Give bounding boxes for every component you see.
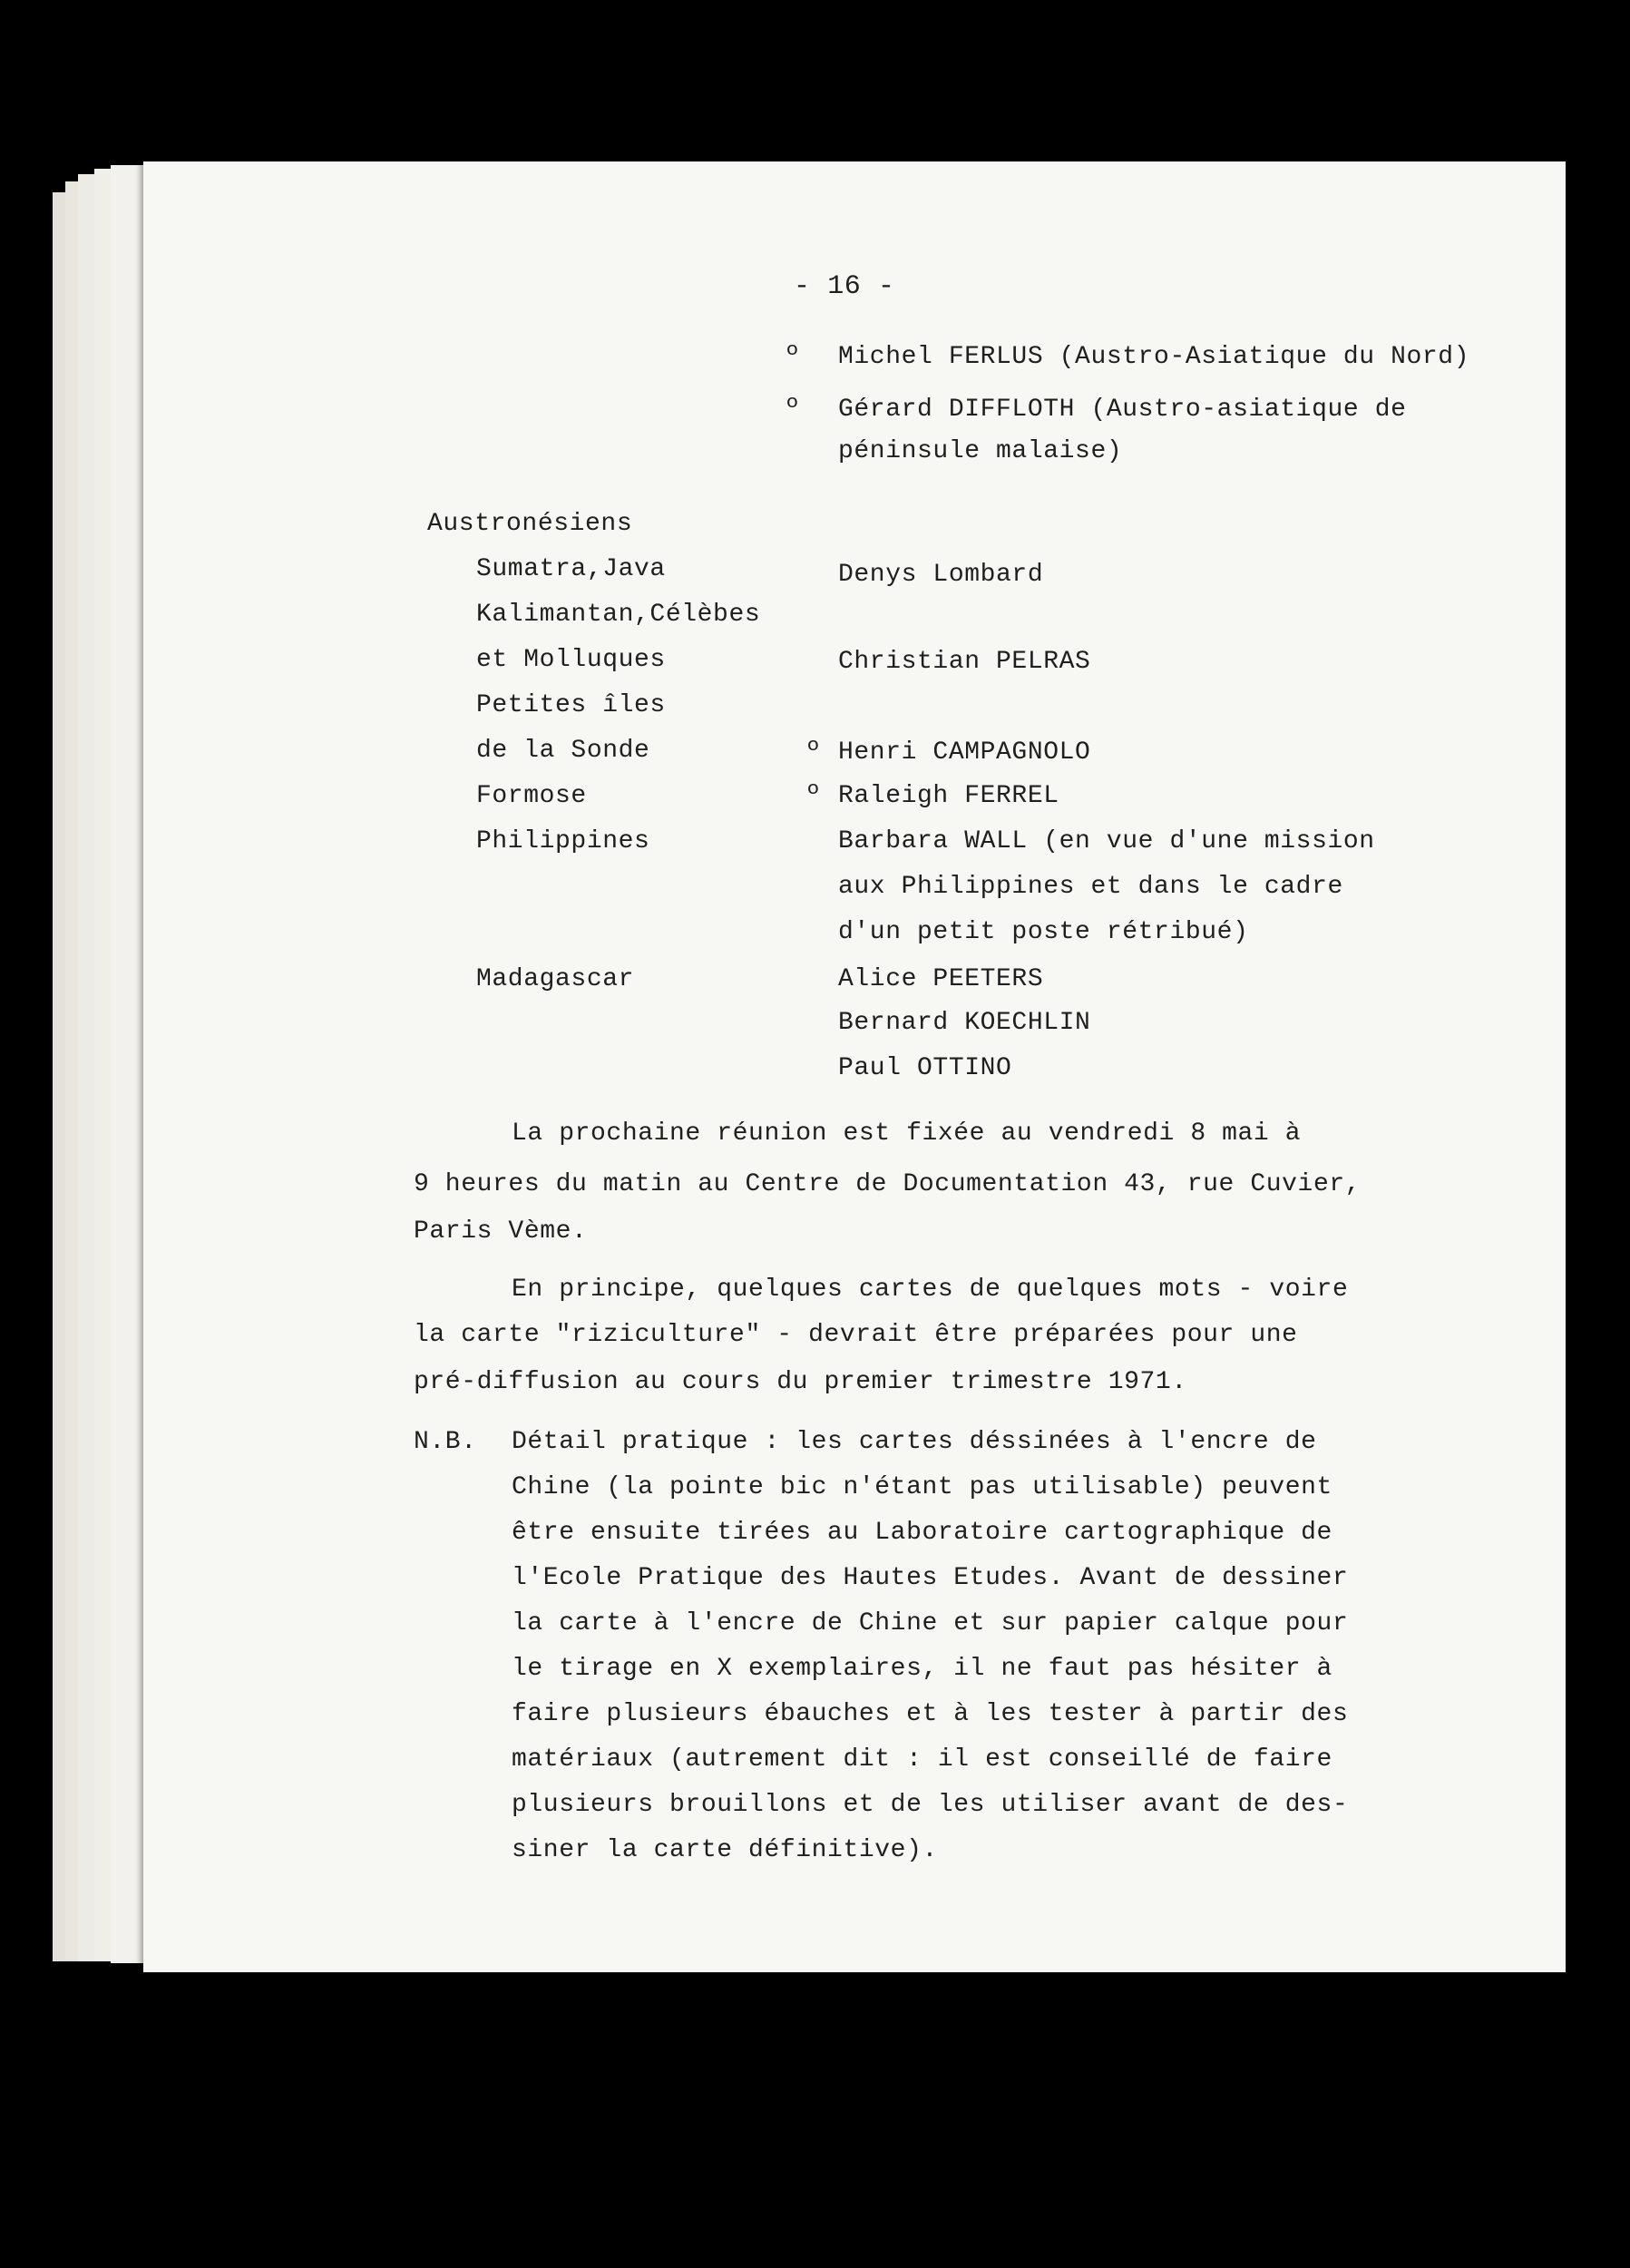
paragraph-line: la carte "riziculture" - devrait être préparées pour une (414, 1321, 1298, 1349)
paragraph-line: Paris Vème. (414, 1217, 588, 1246)
region-label: Madagascar (476, 965, 635, 993)
document-page (143, 161, 1566, 1972)
paragraph-line: La prochaine réunion est fixée au vendredi 8 mai à (512, 1119, 1302, 1148)
person-name: Denys Lombard (838, 561, 1044, 589)
region-label: et Molluques (476, 646, 666, 674)
section-heading: Austronésiens (427, 510, 633, 538)
region-label: de la Sonde (476, 737, 650, 765)
entry-marker: º (805, 738, 822, 767)
person-name: Christian PELRAS (838, 648, 1091, 676)
paragraph-line: 9 heures du matin au Centre de Documentation 43, rue Cuvier, (414, 1170, 1362, 1198)
person-name: Henri CAMPAGNOLO (838, 738, 1091, 767)
paragraph-line: pré-diffusion au cours du premier trimestre 1971. (414, 1368, 1187, 1396)
nb-line: la carte à l'encre de Chine et sur papier calque pour (512, 1609, 1349, 1637)
nb-line: plusieurs brouillons et de les utiliser avant de des- (512, 1791, 1349, 1819)
region-label: Formose (476, 782, 587, 810)
region-label: Sumatra,Java (476, 555, 666, 583)
entry-marker: º (805, 782, 822, 810)
person-name: Alice PEETERS (838, 965, 1044, 993)
person-name: Barbara WALL (en vue d'une mission (838, 827, 1375, 855)
nb-line: l'Ecole Pratique des Hautes Etudes. Avant de dessiner (512, 1564, 1349, 1592)
person-name: Paul OTTINO (838, 1054, 1012, 1082)
person-name: d'un petit poste rétribué) (838, 918, 1249, 946)
region-label: Philippines (476, 827, 650, 855)
person-name: Bernard KOECHLIN (838, 1009, 1091, 1037)
entry-text: péninsule malaise) (838, 437, 1123, 465)
region-label: Kalimantan,Célèbes (476, 601, 761, 629)
entry-text: Gérard DIFFLOTH (Austro-asiatique de (838, 396, 1407, 424)
entry-text: Michel FERLUS (Austro-Asiatique du Nord) (838, 343, 1470, 371)
paragraph-line: En principe, quelques cartes de quelques mots - voire (512, 1276, 1349, 1304)
entry-marker: º (785, 396, 801, 424)
nb-line: Chine (la pointe bic n'étant pas utilisable) peuvent (512, 1473, 1332, 1501)
nb-line: être ensuite tirées au Laboratoire cartographique de (512, 1519, 1332, 1547)
nb-label: N.B. (414, 1428, 477, 1456)
entry-marker: º (785, 343, 801, 371)
page-number: - 16 - (794, 271, 895, 302)
region-label: Petites îles (476, 691, 666, 719)
nb-line: faire plusieurs ébauches et à les tester à partir des (512, 1700, 1349, 1728)
nb-line: siner la carte définitive). (512, 1836, 938, 1864)
nb-line: matériaux (autrement dit : il est conseillé de faire (512, 1745, 1332, 1774)
nb-line: Détail pratique : les cartes déssinées à l'encre de (512, 1428, 1317, 1456)
nb-line: le tirage en X exemplaires, il ne faut pas hésiter à (512, 1655, 1332, 1683)
person-name: Raleigh FERREL (838, 782, 1059, 810)
person-name: aux Philippines et dans le cadre (838, 873, 1343, 901)
